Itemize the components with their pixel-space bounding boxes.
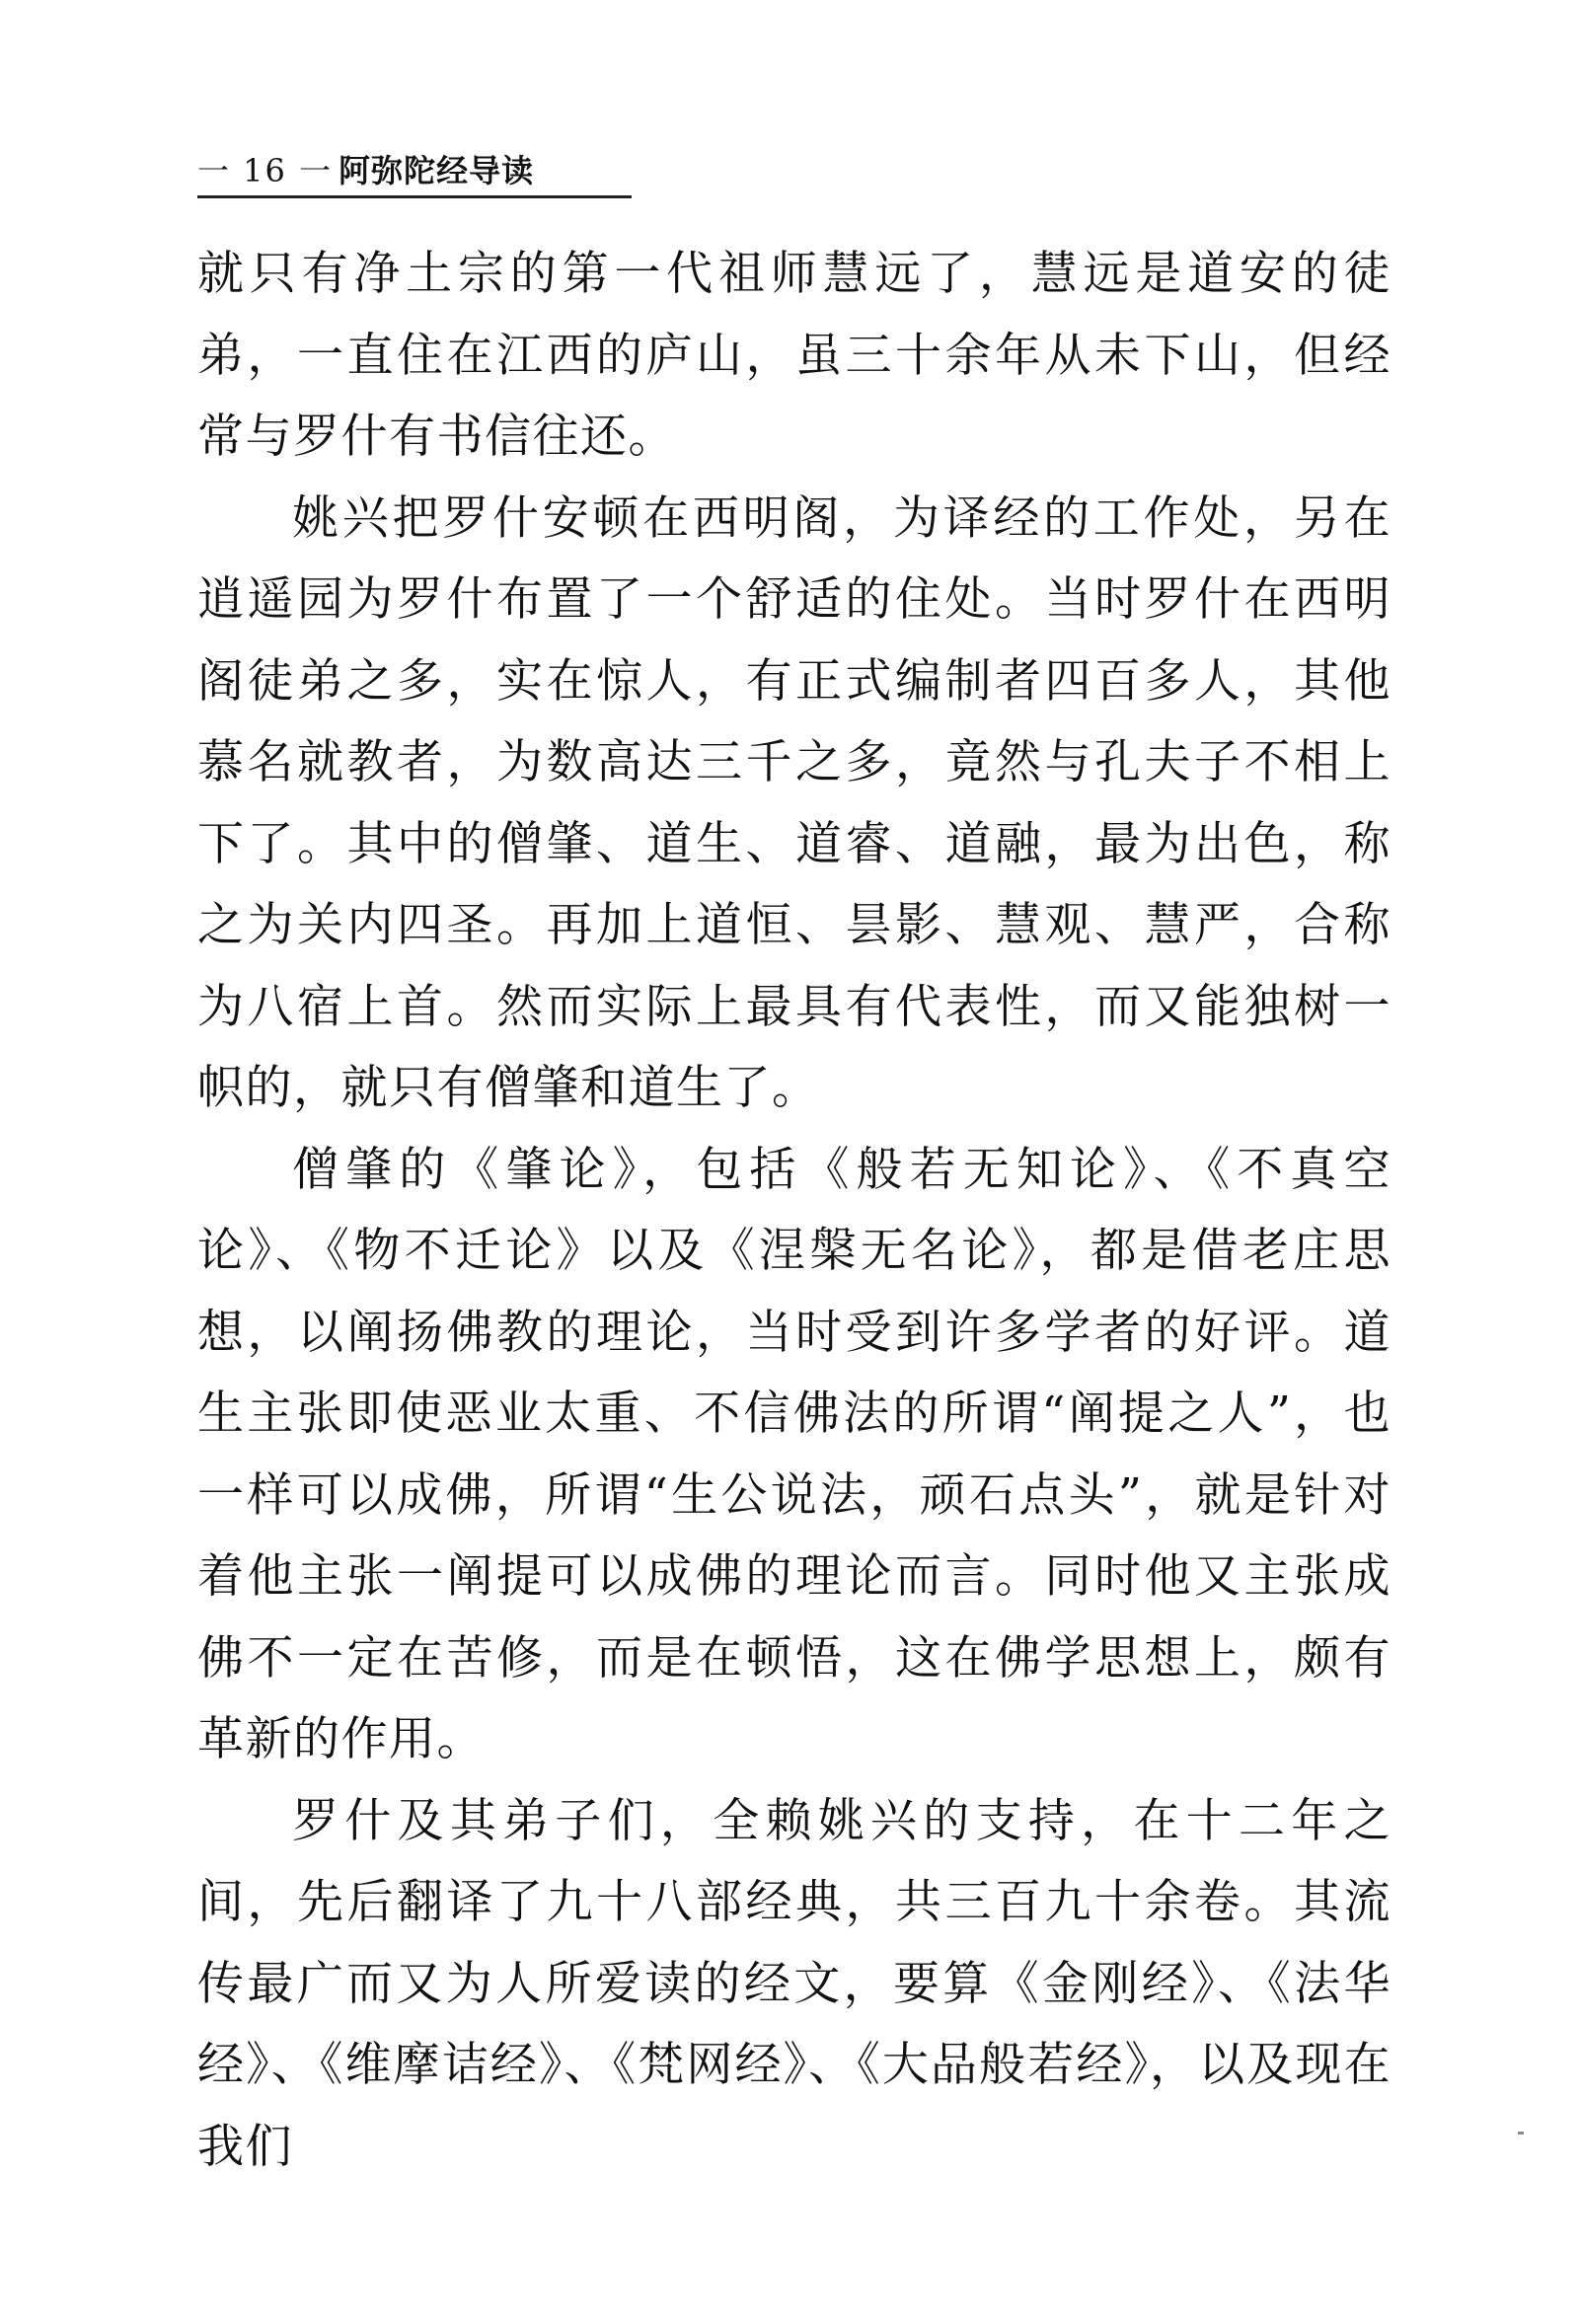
paragraph-1: 就只有净土宗的第一代祖师慧远了，慧远是道安的徒弟，一直住在江西的庐山，虽三十余年从未下山，但经常与罗什有书信往还。 bbox=[197, 247, 1391, 464]
body-text bbox=[197, 234, 1391, 2188]
paragraph-3: 僧肇的《肇论》，包括《般若无知论》、《不真空论》、《物不迁论》以及《涅槃无名论》，都是借老庄思想，以阐扬佛教的理论，当时受到许多学者的好评。道生主张即使恶业太重、不信佛法的所谓“阐提之人”，也一样可以成佛，所谓“生公说法，顽石点头”，就是针对着他主张一阐提可以成佛的理论而言。同时他又主张成佛不一定在苦修，而是在顿悟，这在佛学思想上，颇有革新的作用。 bbox=[197, 1142, 1391, 1766]
running-header bbox=[197, 146, 632, 198]
book-title: 阿弥陀经导读 bbox=[338, 152, 535, 189]
paragraph-2: 姚兴把罗什安顿在西明阁，为译经的工作处，另在逍遥园为罗什布置了一个舒适的住处。当时罗什在西明阁徒弟之多，实在惊人，有正式编制者四百多人，其他慕名就教者，为数高达三千之多，竟然与孔夫子不相上下了。其中的僧肇、道生、道睿、道融，最为出色，称之为关内四圣。再加上道恒、昙影、慧观、慧严，合称为八宿上首。然而实际上最具有代表性，而又能独树一帜的，就只有僧肇和道生了。 bbox=[197, 490, 1391, 1115]
paragraph-4: 罗什及其弟子们，全赖姚兴的支持，在十二年之间，先后翻译了九十八部经典，共三百九十余卷。其流传最广而又为人所爱读的经文，要算《金刚经》、《法华经》、《维摩诘经》、《梵网经》、《大品般若经》，以及现在我们 bbox=[197, 1793, 1391, 2174]
scan-speck bbox=[1518, 2132, 1524, 2135]
page-number: 一 16 一 bbox=[197, 152, 334, 189]
